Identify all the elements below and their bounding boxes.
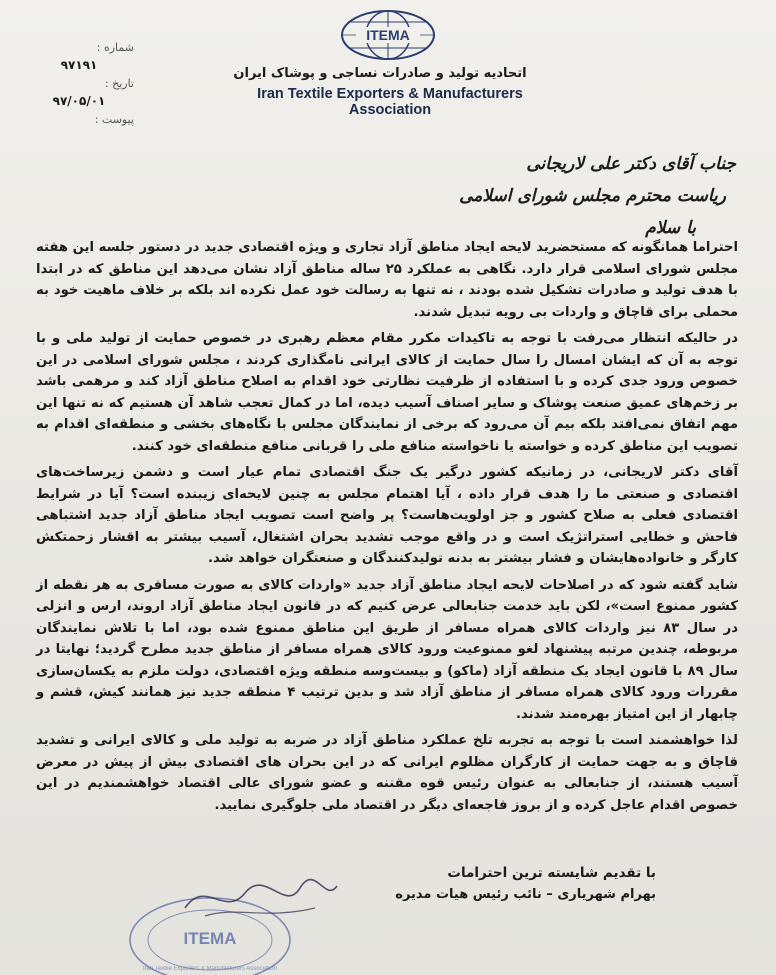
greeting: با سلام: [645, 218, 696, 238]
body-paragraph-4: شاید گفته شود که در اصلاحات لایحه ایجاد مناطق آزاد جدید «واردات کالای به صورت مسافری به هر نقطه از کشور ممنوع است»، لکن باید خدمت جنابعالی عرض کنیم که در قانون ایجاد مناطق آزاد اروند، ارس و انزلی در سال ۸۳ نیز واردات کالای همراه مسافر از طریق این مناطق ممنوع شده بود، اما با تلاش نمایندگان مربوطه، چندین مرتبه پیشنهاد لغو ممنوعیت ورود کالای همراه مسافر از مناطق جدید مطرح گردید؛ نهایتا در سال ۸۹ با قانون ایجاد یک منطقه آزاد (ماکو) و بیست‌وسه منطقه ویژه اقتصادی، دولت ملزم به یکسان‌سازی مقررات ورود کالای همراه مسافر از مناطق آزاد شد و بدین ترتیب ۴ منطقه جدید نیز همانند کیش، قشم و چابهار از این امتیاز بهره‌مند شدند.: [36, 577, 738, 722]
reference-block: [24, 38, 134, 128]
addressee-line-2: ریاست محترم مجلس شورای اسلامی: [459, 186, 726, 206]
signature-block: [326, 865, 656, 902]
org-name-fa: اتحادیه تولید و صادرات نساجی و پوشاک ایران: [233, 66, 527, 81]
signature-name-title: بهرام شهریاری – نائب رئیس هیات مدیره: [395, 887, 656, 902]
handwritten-signature: [175, 868, 345, 928]
ref-date-value-row: [24, 92, 134, 110]
stamp-subtext: Iran Textile Exporters & Manufacturers Association: [143, 966, 277, 972]
body-paragraph-2: در حالیکه انتظار می‌رفت با توجه به تاکیدات مکرر مقام معظم رهبری در خصوص حمایت از تولید ملی و با توجه به آن که ایشان امسال را سال حمایت از کالای ایرانی نامگذاری کردند ، مجلس شورای اسلامی در این خصوص ورود جدی کرده و با استفاده از ظرفیت نظارتی خود اقدام به اصلاح مناطق آزاد کند و مرهمی باشد بر زخم‌های عمیق صنعت پوشاک و سایر اصناف آسیب دیده، اما در کمال تعجب شاهد آن هستیم که نه تنها این مهم اتفاق نمی‌افتد بلکه بیم آن می‌رود که برخی از نمایندگان مجلس با نگاه‌های بخشی و منطقه‌ای اقدام به تصویب این مناطق کرده و خواسته یا ناخواسته منافع ملی را قربانی منافع منطقه‌ای خود کنند.: [36, 331, 738, 454]
body-paragraph-3: آقای دکتر لاریجانی، در زمانیکه کشور درگیر یک جنگ اقتصادی تمام عیار است و دشمن زیرساخت‌های اقتصادی و صنعتی ما را هدف قرار داده ، آیا اهتمام مجلس به چنین لایحه‌ای زیبنده است؟ آیا در شرایط اقتصادی فعلی به صلاح کشور و جز اولویت‌هاست؟ پر واضح است تصویب ایجاد مناطق آزاد جدید اشتباهی فاحش و خطایی استراتژیک است و در واقع موجب تشدید بحران اشتغال، آسیب بیشتر به اقشار زحمتکش کارگر و خانواده‌هایشان و فشار بیشتر به بدنه تولیدکنندگان و صنعتگران خواهد شد.: [36, 465, 738, 566]
body-paragraph-5: لذا خواهشمند است با توجه به تجربه تلخ عملکرد مناطق آزاد در ضربه به تولید ملی و کالای ایرانی و تشدید قاچاق و به جهت حمایت از کارگران مظلوم ایرانی که در این بحران های اقتصادی بیش از پیش در معرض آسیب هستند، از جنابعالی به عنوان رئیس قوه مقننه و عضو شورای عالی اقتصاد خواهشمندیم در این خصوص اقدام عاجل کرده و از بروز فاجعه‌ای دیگر در اقتصاد ملی جلوگیری نمایید.: [36, 733, 738, 813]
logo-text: ITEMA: [366, 27, 410, 43]
ref-number-row: [24, 38, 134, 56]
addressee-block: [136, 148, 736, 244]
ref-date-label: تاریخ :: [104, 76, 134, 90]
ref-number-value-row: [24, 56, 134, 74]
org-name-en: Iran Textile Exporters & Manufacturers Association: [257, 86, 523, 118]
stamp-text: ITEMA: [183, 929, 237, 948]
itema-logo: [338, 8, 438, 62]
addressee-line-1: جناب آقای دکتر علی لاریجانی: [526, 154, 736, 174]
letter-body: [36, 237, 738, 821]
ref-attachment-label: پیوست :: [94, 112, 134, 126]
ref-attachment-row: [24, 110, 134, 128]
signature-closing: با تقدیم شایسته ترین احترامات: [447, 865, 656, 881]
ref-number-label: شماره :: [96, 40, 134, 54]
ref-date-value: ۹۷/۰۵/۰۱: [52, 94, 106, 108]
ref-number-value: ۹۷۱۹۱: [60, 58, 98, 72]
body-paragraph-1: احتراما همانگونه که مستحضرید لایحه ایجاد مناطق آزاد تجاری و ویژه اقتصادی جدید در دستور جلسه این هفته مجلس شورای اسلامی قرار دارد. نگاهی به عملکرد ۲۵ ساله مناطق آزاد نشان می‌دهد این مناطق که در ابتدا با هدف تولید و صادرات تشکیل شده بودند ، نه تنها به رسالت خود عمل نکرده اند بلکه بر خلاف ماهیت خود به محملی برای قاچاق و واردات بی رویه تبدیل شدند.: [36, 240, 738, 320]
ref-date-row: [24, 74, 134, 92]
